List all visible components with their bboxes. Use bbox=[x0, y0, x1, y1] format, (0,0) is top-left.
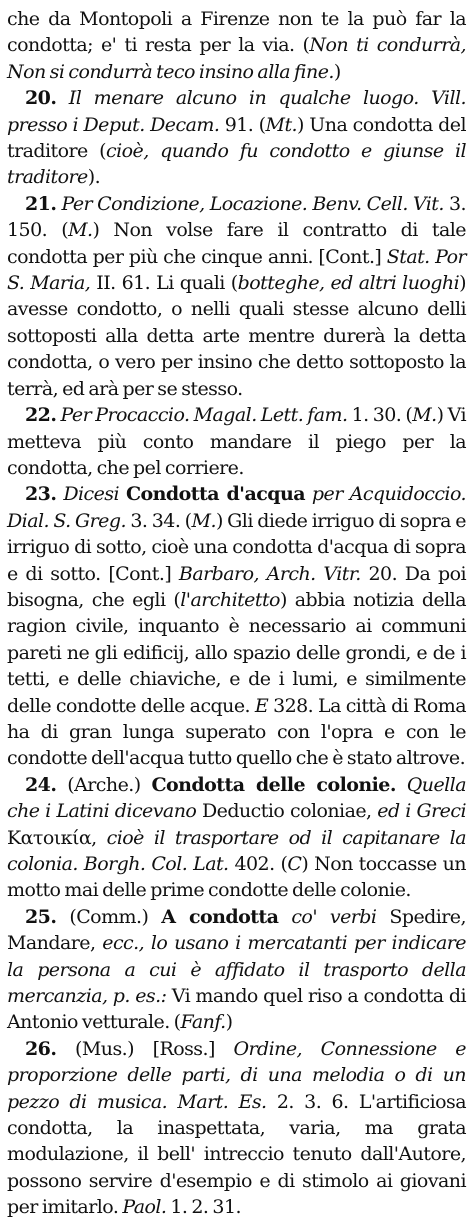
text-run: 2. 3. 6. L'artificiosa condotta, la inaspettata, varia, ma grata modulazione, il bell' intreccio tenuto dall'Autore, possono servire d'esempio e di stimolo ai giovani per imitarlo. bbox=[7, 1090, 466, 1219]
text-run: per Acquidoccio. Dial. S. Greg. bbox=[7, 483, 466, 532]
entry-25 bbox=[7, 904, 466, 1036]
text-run: Stat. Por S. Maria, bbox=[7, 245, 467, 295]
text-run: 328. La città di Roma ha di gran lunga superato con l'opra e con le condotte dell'acqua tutto quello che è stato altrove. bbox=[7, 694, 466, 770]
text-run: (Mus.) [Ross.] bbox=[75, 1037, 234, 1060]
entry-22 bbox=[7, 402, 466, 481]
text-run: II. 61. Li quali ( bbox=[90, 272, 238, 295]
entry-number: 25. bbox=[25, 905, 57, 928]
text-run: cioè, quando fu condotto e giunse il traditore bbox=[7, 140, 466, 189]
text-run: 1. 30. ( bbox=[347, 404, 413, 427]
entry-20 bbox=[7, 85, 466, 191]
text-run: Per Condizione, Locazione. Benv. Cell. Vit. bbox=[61, 192, 444, 215]
text-run: M. bbox=[412, 404, 437, 427]
text-run: Ordine, Connessione e proporzione delle parti, di una melodia o di un pezzo di musica. Mart. Es. bbox=[7, 1037, 467, 1113]
entry-number: 21. bbox=[25, 192, 57, 215]
entry-number: 26. bbox=[25, 1037, 57, 1060]
entry-number: 20. bbox=[25, 87, 57, 110]
text-run: ) bbox=[225, 1011, 233, 1034]
entry-number: 23. bbox=[25, 483, 57, 506]
text-run: Fanf. bbox=[180, 1011, 226, 1034]
text-run: ) Gli diede irriguo di sopra e irriguo di sotto, cioè una condotta d'acqua di sopra e di sotto. [Cont.] bbox=[7, 509, 466, 585]
entry-19-continuation bbox=[7, 6, 466, 85]
text-run: 3. 150. ( bbox=[7, 192, 466, 242]
entry-24 bbox=[7, 772, 466, 904]
text-run: Dicesi bbox=[63, 483, 126, 506]
text-run: 3. 34. ( bbox=[125, 509, 192, 532]
text-run: ) Non volse fare il contratto di tale condotta per più che cinque anni. [Cont.] bbox=[7, 219, 466, 268]
text-run: ) bbox=[333, 60, 341, 83]
headword: Condotta d'acqua bbox=[125, 483, 305, 506]
text-run: ) abbia notizia della ragion civile, inquanto è necessario ai communi pareti ne gli edificij, allo spazio delle grondi, e de i tetti, e delle chiaviche, e de i lumi, e similmente delle condotte delle acque. bbox=[7, 588, 466, 717]
text-run: C bbox=[287, 853, 302, 875]
text-run: M. bbox=[191, 509, 216, 532]
text-run: 402. ( bbox=[228, 853, 288, 875]
text-run: M. bbox=[68, 219, 93, 242]
text-run: Mt. bbox=[265, 113, 298, 136]
text-run: 91. ( bbox=[219, 113, 266, 136]
text-run: co' verbi bbox=[278, 905, 377, 928]
text-run: Paol. bbox=[122, 1196, 167, 1219]
text-run: Il menare alcuno in qualche luogo. Vill. presso i Deput. Decam. bbox=[7, 87, 466, 136]
text-run: Κατοικία, bbox=[7, 826, 107, 849]
text-run: 1. 2. 31. bbox=[166, 1196, 241, 1219]
text-run: Non ti condurrà, Non si condurrà teco insino alla fine. bbox=[7, 34, 466, 83]
entry-26 bbox=[7, 1036, 466, 1221]
text-run: ecc., lo usano i mercatanti per indicare la persona a cui è affidato il trasporto della mercanzia, p. es.: bbox=[7, 932, 466, 1008]
entry-23 bbox=[7, 481, 466, 771]
text-run: Quella che i Latini dicevano bbox=[7, 773, 466, 823]
text-run: cioè il trasportare od il capitanare la colonia. Borgh. Col. Lat. bbox=[7, 826, 466, 875]
text-run: l'architetto bbox=[180, 588, 280, 611]
text-run: Per Procaccio. Magal. Lett. fam. bbox=[60, 404, 348, 427]
text-run: che da Montopoli a Firenze non te la può far la condotta; e' ti resta per la via. ( bbox=[7, 8, 466, 57]
text-run: (Arche.) bbox=[67, 773, 152, 796]
text-run: (Comm.) bbox=[69, 905, 162, 928]
text-run: ) Non toccasse un motto mai delle prime condotte delle colonie. bbox=[7, 853, 466, 902]
text-run: Deductio coloniae, bbox=[196, 800, 378, 823]
headword: Condotta delle colonie. bbox=[151, 773, 396, 796]
text-run: ed i Greci bbox=[377, 800, 466, 823]
entry-number: 22. bbox=[25, 404, 57, 427]
text-run: botteghe, ed altri luoghi bbox=[237, 272, 460, 295]
text-run: ) Vi metteva più conto mandare il piego per la condotta, che pel corriere. bbox=[7, 404, 466, 479]
text-run: ) Una condotta del traditore ( bbox=[7, 113, 466, 163]
text-run: ) avesse condotto, o nelli quali stesse alcuno delli sottoposti alla detta arte mentre durerà la detta condotta, o vero per insino che detto sottoposto la terrà, ed arà per se stesso. bbox=[7, 272, 466, 400]
text-run: Vi mando quel riso a condotta di Antonio vetturale. ( bbox=[7, 985, 466, 1034]
entry-number: 24. bbox=[25, 773, 57, 796]
text-run: Spedire, Mandare, bbox=[7, 905, 466, 955]
entry-21 bbox=[7, 191, 466, 402]
text-run: E bbox=[254, 694, 269, 717]
text-run: ). bbox=[87, 166, 101, 189]
text-run: 20. Da poi bisogna, che egli ( bbox=[7, 562, 467, 611]
headword: A condotta bbox=[161, 905, 279, 928]
text-run: Barbaro, Arch. Vitr. bbox=[178, 562, 361, 585]
